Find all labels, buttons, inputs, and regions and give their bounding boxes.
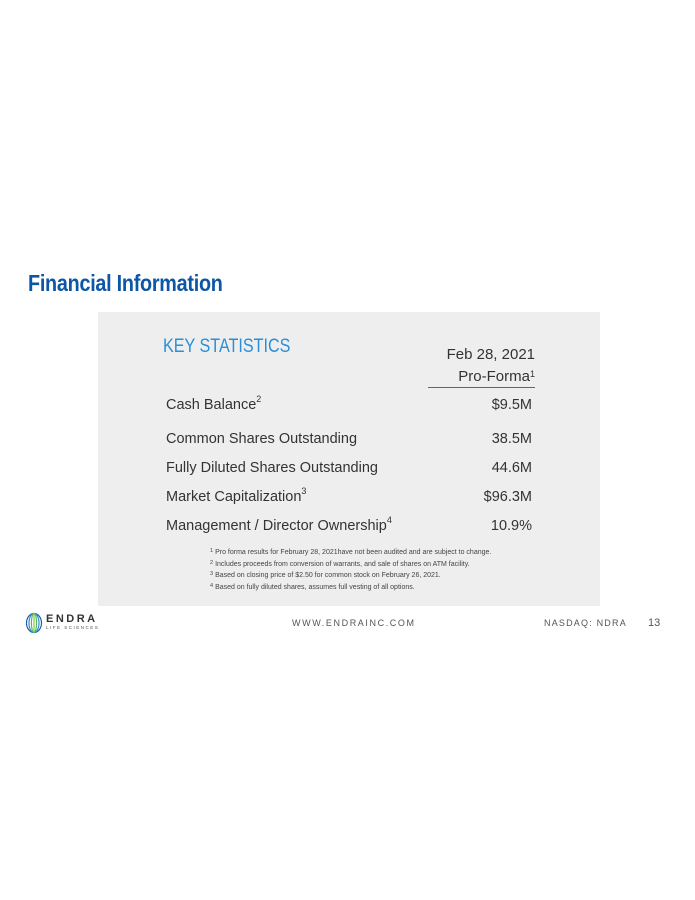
footnote: $^1$ Pro forma results for February 28, 2021have not been audited and are subject to change. <box>210 548 492 556</box>
row-value: 38.5M <box>491 431 532 447</box>
row-label: Management / Director Ownership$^4$ <box>166 515 392 534</box>
row-label: Fully Diluted Shares Outstanding <box>166 460 378 476</box>
endra-logo <box>25 611 105 635</box>
slide-footer <box>0 606 695 640</box>
table-row <box>166 486 532 518</box>
stock-ticker: NASDAQ: NDRA <box>544 618 627 628</box>
row-label: Market Capitalization$^3$ <box>166 486 307 505</box>
logo-name: ENDRA <box>46 613 98 625</box>
table-row <box>166 460 532 489</box>
endra-logo-icon <box>25 612 43 634</box>
row-value: 44.6M <box>491 460 532 476</box>
column-header <box>447 344 535 388</box>
key-statistics-panel <box>98 312 600 606</box>
row-value: $96.3M <box>483 489 532 505</box>
table-row <box>166 394 532 426</box>
key-statistics-heading: KEY STATISTICS <box>163 336 291 357</box>
row-value: $9.5M <box>491 397 532 413</box>
row-label: Common Shares Outstanding <box>166 431 358 447</box>
slide-title: Financial Information <box>28 270 223 296</box>
row-value: 10.9% <box>490 518 532 534</box>
logo-subtitle: LIFE SCIENCES <box>46 625 100 630</box>
footnote: $^2$ Includes proceeds from conversion of warrants, and sale of shares on ATM facility. <box>210 559 470 568</box>
column-basis: Pro-Forma <box>458 368 530 385</box>
footnote: $^4$ Based on fully diluted shares, assumes full vesting of all options. <box>210 582 415 591</box>
footnotes <box>210 547 491 593</box>
row-label: Cash Balance$^2$ <box>166 394 262 413</box>
page-number: 13 <box>648 617 661 629</box>
column-date: Feb 28, 2021 <box>446 346 535 363</box>
column-basis-note: 1 <box>529 369 535 379</box>
statistics-table <box>166 394 532 547</box>
table-row <box>166 515 532 547</box>
table-row <box>166 431 532 460</box>
website-link[interactable]: WWW.ENDRAINC.COM <box>292 618 416 628</box>
footnote: $^3$ Based on closing price of $2.50 for common stock on February 26, 2021. <box>210 571 441 579</box>
column-basis-wrap <box>447 366 535 388</box>
column-divider <box>428 387 535 388</box>
